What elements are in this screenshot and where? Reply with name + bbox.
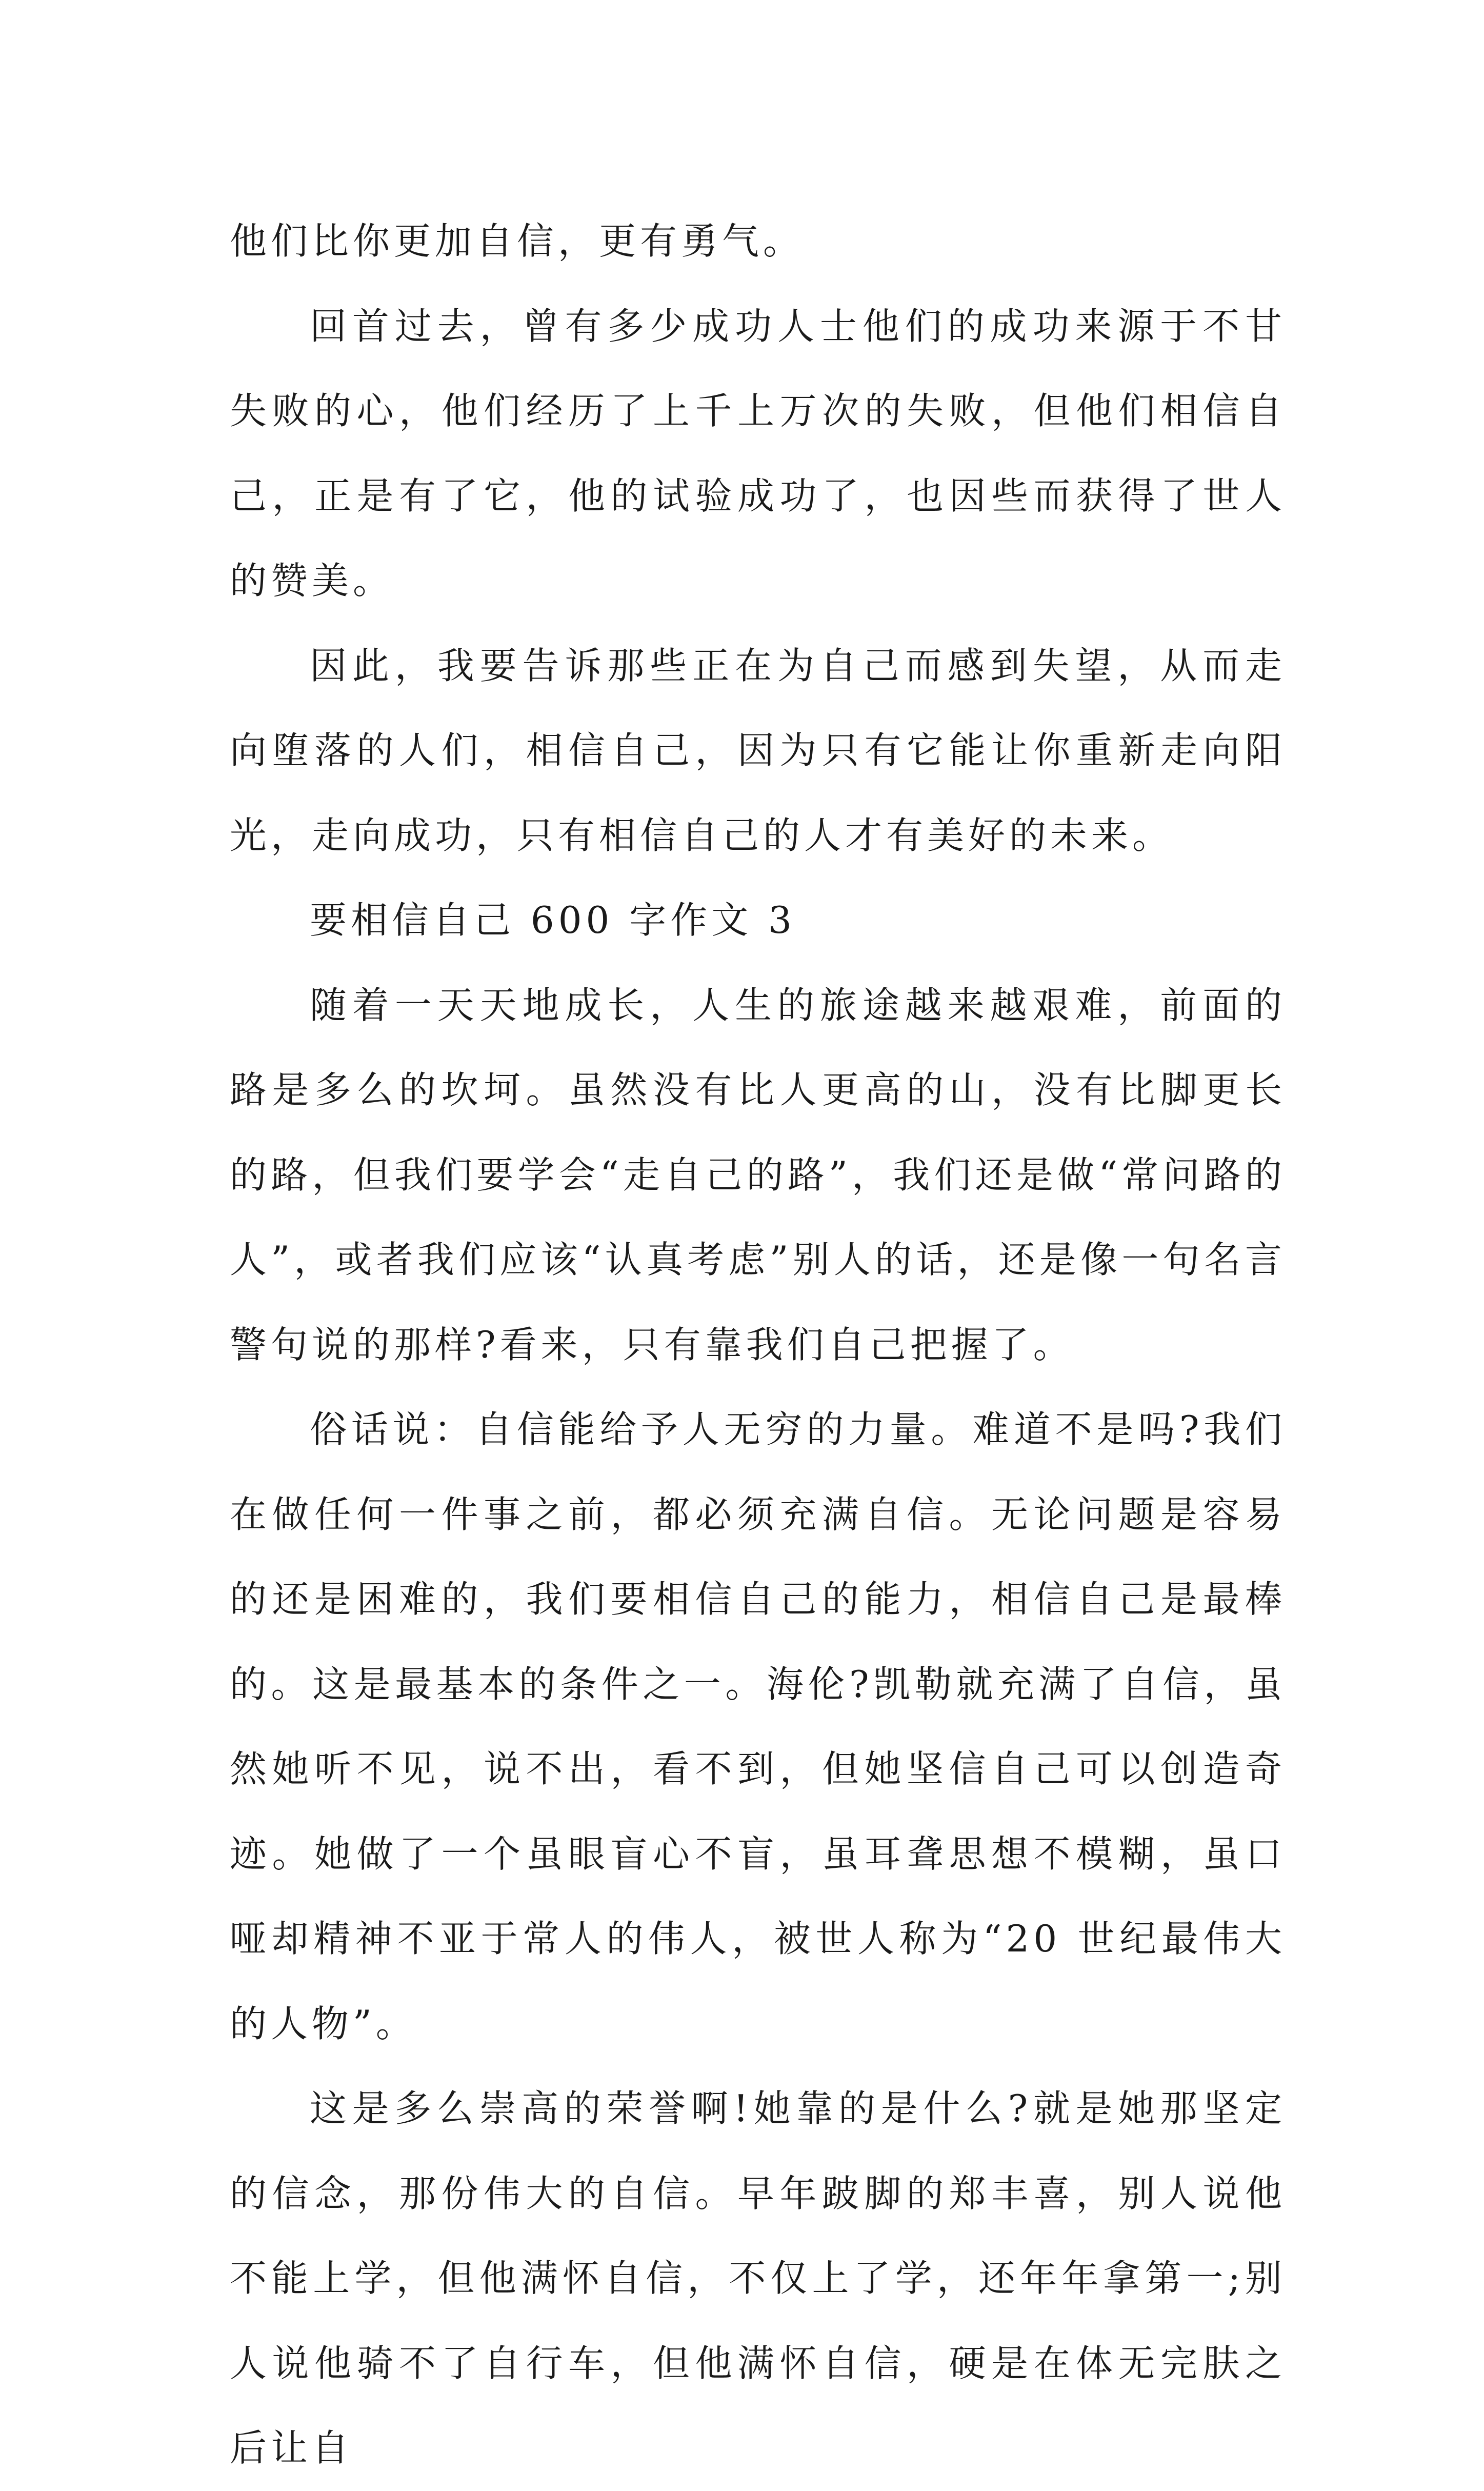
paragraph: 俗话说：自信能给予人无穷的力量。难道不是吗?我们在做任何一件事之前，都必须充满自信。无论问题是容易的还是困难的，我们要相信自己的能力，相信自己是最棒的。这是最基本的条件之一。海伦?凯勒就充满了自信，虽然她听不见，说不出，看不到，但她坚信自己可以创造奇迹。她做了一个虽眼盲心不盲，虽耳聋思想不模糊，虽口哑却精神不亚于常人的伟人，被世人称为“20 世纪最伟大的人物”。 <box>230 1408 1286 2045</box>
essay-section-title: 要相信自己 600 字作文 3 <box>310 899 796 942</box>
paragraph: 这是多么崇高的荣誉啊!她靠的是什么?就是她那坚定的信念，那份伟大的自信。早年跛脚的郑丰喜，别人说他不能上学，但他满怀自信，不仅上了学，还年年拿第一;别人说他骑不了自行车，但他满怀自信，硬是在体无完肤之后让自 <box>230 2087 1286 2469</box>
essay-body <box>230 199 1286 2491</box>
paragraph: 因此，我要告诉那些正在为自己而感到失望，从而走向堕落的人们，相信自己，因为只有它能让你重新走向阳光，走向成功，只有相信自己的人才有美好的未来。 <box>230 644 1286 857</box>
paragraph-continuation: 他们比你更加自信，更有勇气。 <box>230 220 805 263</box>
paragraph: 回首过去，曾有多少成功人士他们的成功来源于不甘失败的心，他们经历了上千上万次的失败，但他们相信自己，正是有了它，他的试验成功了，也因些而获得了世人的赞美。 <box>230 304 1286 602</box>
paragraph: 随着一天天地成长，人生的旅途越来越艰难，前面的路是多么的坎坷。虽然没有比人更高的山，没有比脚更长的路，但我们要学会“走自己的路”，我们还是做“常问路的人”，或者我们应该“认真考虑”别人的话，还是像一句名言警句说的那样?看来，只有靠我们自己把握了。 <box>230 983 1286 1366</box>
